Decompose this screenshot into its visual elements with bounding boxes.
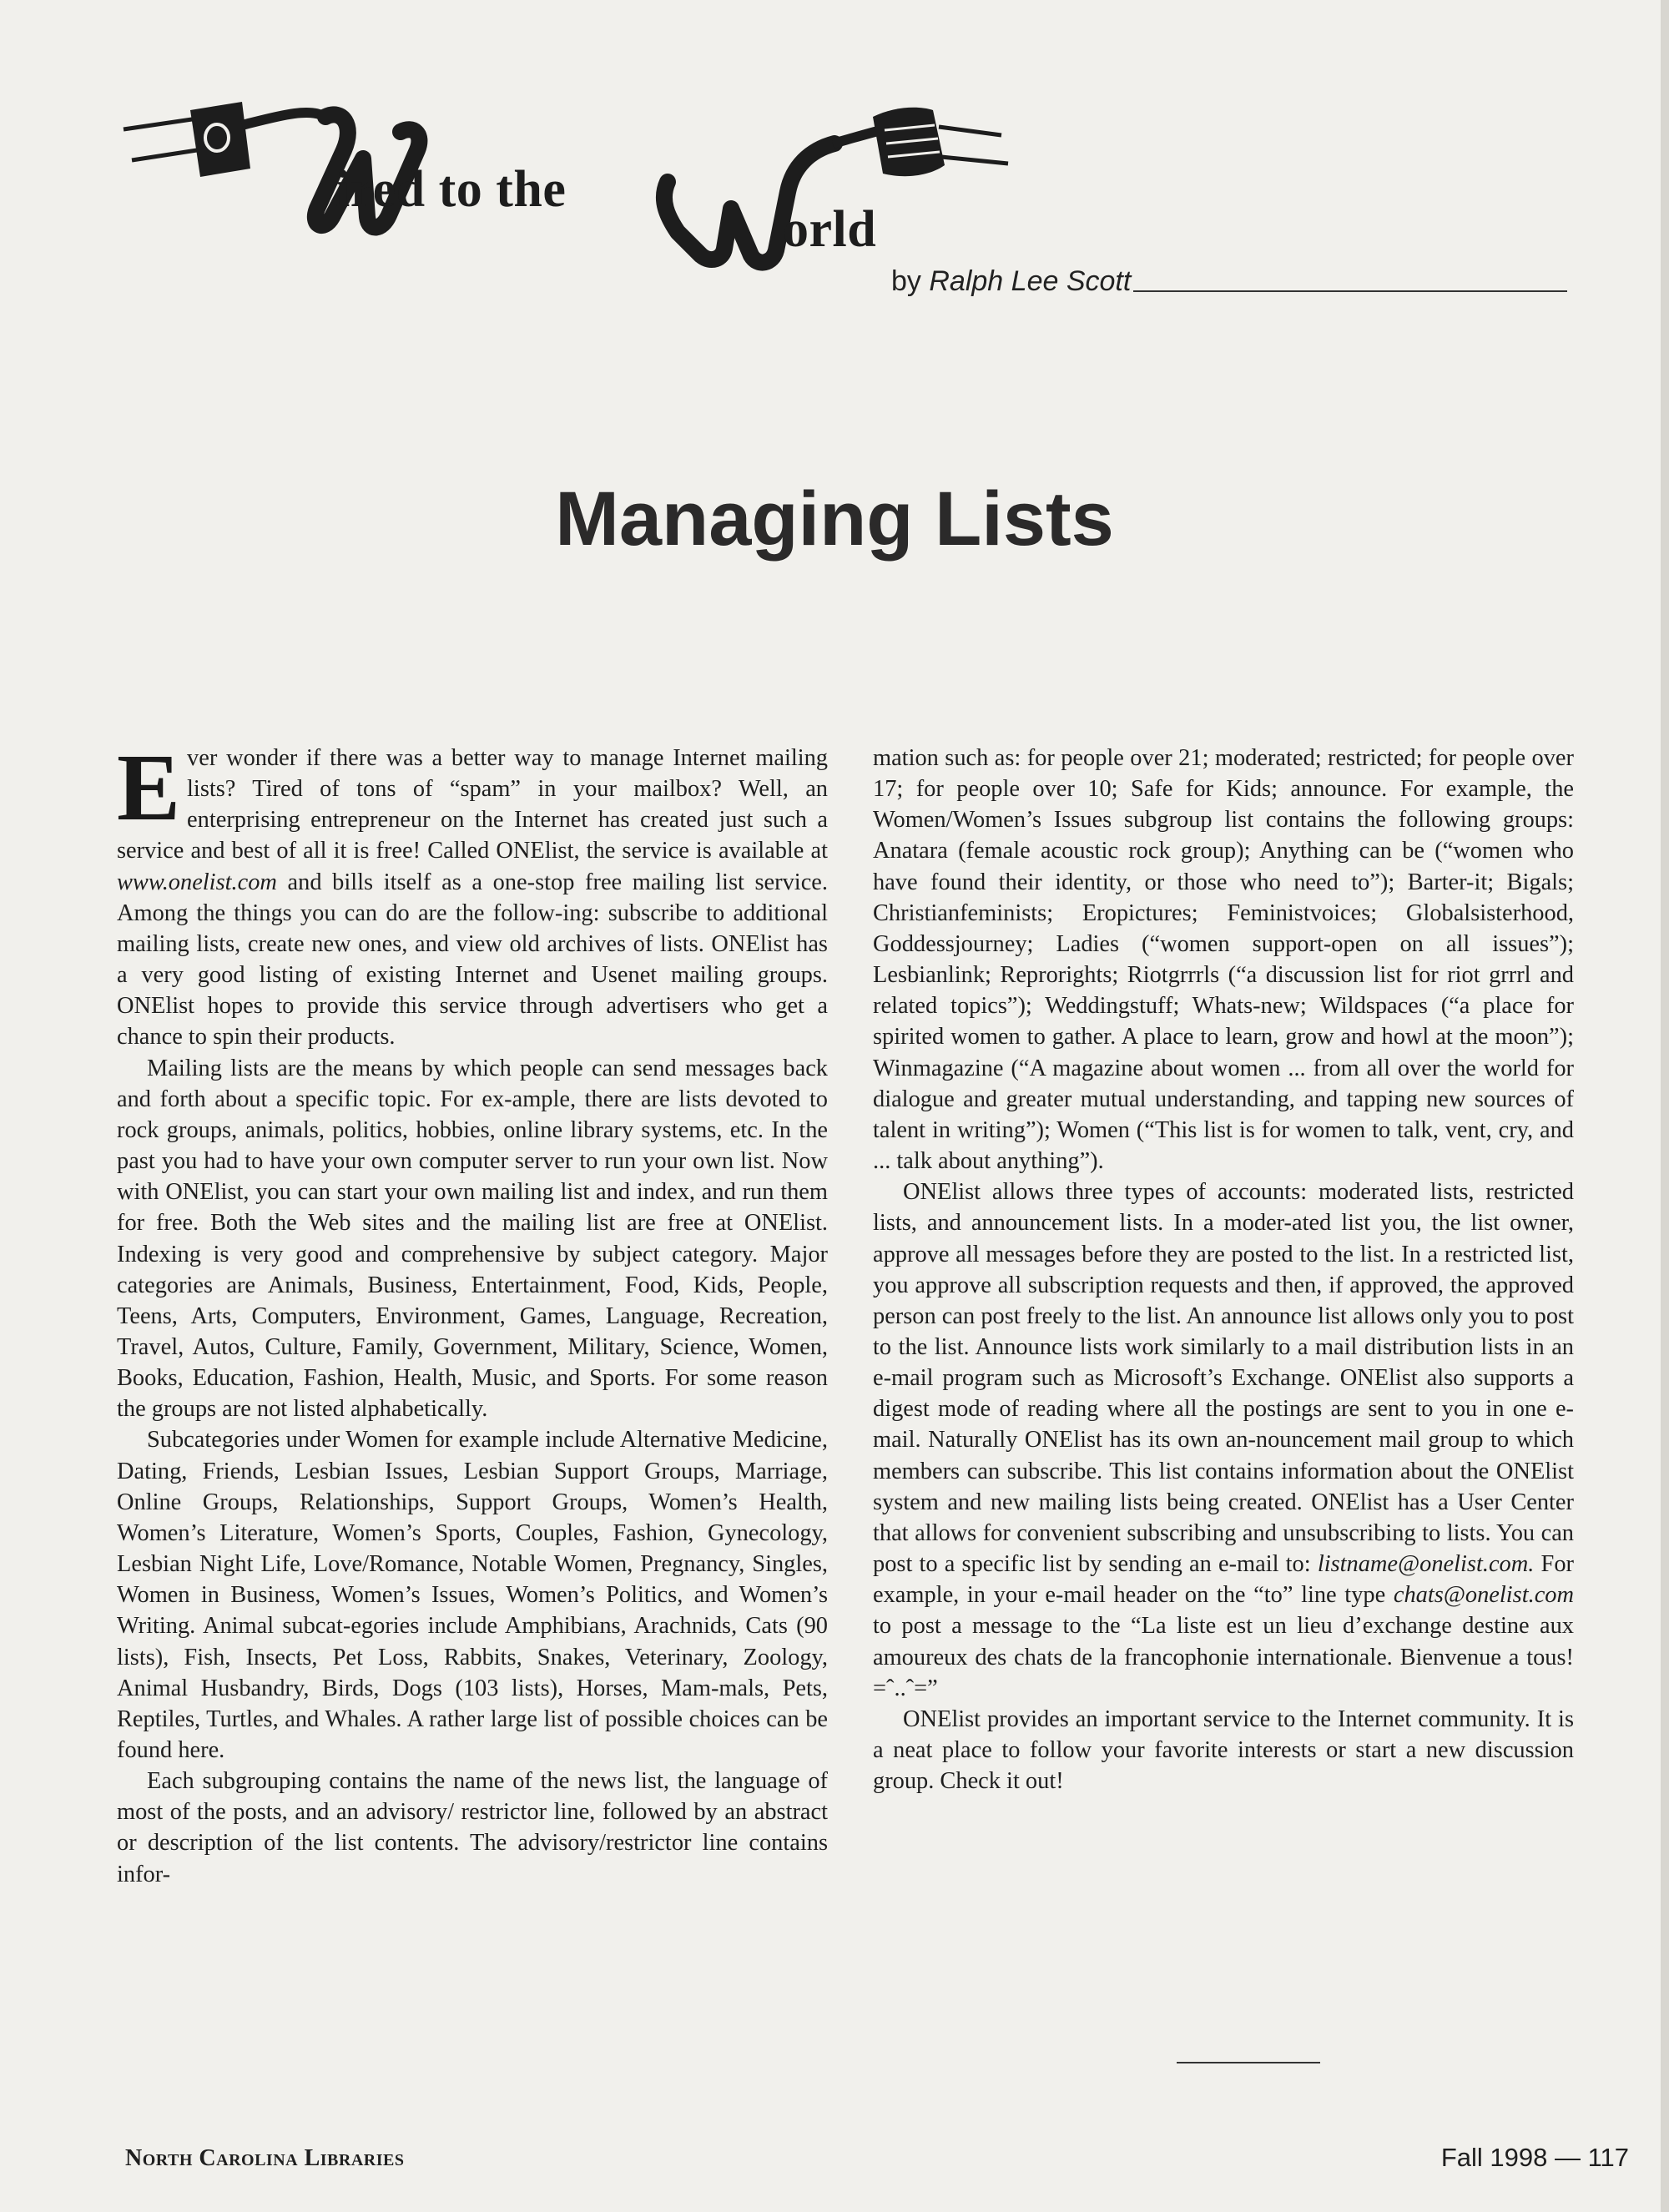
paragraph: Each subgrouping contains the name of the news list, the language of most of the posts, and an advisory/ restrictor line, followed by an abstract or description of the list contents. The advisory/restrictor line contains infor- — [117, 1768, 828, 1887]
column-masthead — [117, 92, 1569, 309]
paragraph: Subcategories under Women for example include Alternative Medicine, Dating, Friends, Lesbian Issues, Lesbian Support Groups, Marriage, Online Groups, Relationships, Support Groups, Women’s Health, Women’s Literature, Women’s Sports, Couples, Fashion, Gynecology, Lesbian Night Life, Love/Romance, Notable Women, Pregnancy, Singles, Women in Business, Women’s Issues, Women’s Politics, and Women’s Writing. Animal subcat-egories include Amphibians, Arachnids, Cats (90 lists), Fish, Insects, Pet Loss, Rabbits, Snakes, Veterinary, Zoology, Animal Husbandry, Birds, Dogs (103 lists), Horses, Mam-mals, Pets, Reptiles, Turtles, and Whales. A rather large list of possible choices can be found here. — [117, 1427, 828, 1763]
paragraph: Mailing lists are the means by which people can send messages back and forth about a specific topic. For ex-ample, there are lists devoted to rock groups, animals, politics, hobbies, online library systems, etc. In the past you had to have your own computer server to run your own list. Now with ONElist, you can start your own mailing list and index, and run them for free. Both the Web sites and the mailing list are free at ONElist. Indexing is very good and comprehensive by subject category. Major categories are Animals, Business, Entertainment, Food, Kids, People, Teens, Arts, Computers, Environment, Games, Language, Recreation, Travel, Autos, Culture, Family, Government, Military, Science, Women, Books, Education, Fashion, Health, Music, and Sports. For some reason the groups are not listed alphabetically. — [117, 1055, 828, 1423]
page-edge-shadow — [1661, 0, 1669, 2212]
issue-page-number: Fall 1998 — 117 — [1440, 2143, 1629, 2172]
paragraph: ONElist provides an important service to the Internet community. It is a neat place to follow your favorite interests or start a new discussion group. Check it out! — [873, 1706, 1574, 1795]
paragraph-text: ONElist allows three types of accounts: moderated lists, restricted lists, and announcement lists. In a moder-ated list you, the list owner, approve all messages before they are posted to the list. In a restricted list, you approve all subscription requests and then, if approved, the approved person can post freely to the list. An announce list allows only you to post to the list. Announce lists work similarly to a mail distribution lists in an e-mail program such as Microsoft’s Exchange. ONElist also supports a digest mode of reading where all the postings are sent to you in one e-mail. Naturally ONElist has its own an-nouncement mail group to which members can subscribe. This list contains information about the ONElist system and new mailing lists being created. ONElist has a User Center that allows for convenient subscribing and unsubscribing to lists. You can post to a specific list by sending an e-mail to: — [873, 1179, 1574, 1578]
paragraph-text: For example, in your e-mail header on the “to” line type — [873, 1551, 1574, 1609]
byline-rule — [1133, 290, 1567, 292]
paragraph-text: to post a message to the “La liste est un lieu d’exchange destine aux amoureux des chats de la francophonie internationale. Bienvenue a tous! =ˆ..ˆ=” — [873, 1613, 1574, 1701]
article-headline: Managing Lists — [555, 476, 1114, 562]
publication-name: North Carolina Libraries — [125, 2145, 405, 2171]
email-address[interactable]: listname@onelist.com. — [1317, 1551, 1535, 1578]
author-name: Ralph Lee Scott — [929, 265, 1132, 297]
url-link[interactable]: www.onelist.com — [117, 869, 277, 895]
paragraph-text: ver wonder if there was a better way to manage Internet mailing lists? Tired of tons of “spam” in your mailbox? Well, an enterprising entrepreneur on the Internet has created just such a service and best of all it is free! Called ONElist, the service is available at — [117, 745, 828, 864]
logo-text-part1: ired to the — [335, 161, 567, 218]
article-column-left — [117, 734, 828, 1890]
email-address[interactable]: chats@onelist.com — [1393, 1582, 1574, 1609]
drop-cap: E — [117, 734, 181, 840]
bleed-through-ghost — [517, 375, 532, 435]
byline — [891, 265, 1131, 298]
byline-prefix: by — [891, 265, 921, 297]
paragraph — [873, 1177, 1574, 1704]
paragraph-text: and bills itself as a one-stop free mailing list service. Among the things you can do are the follow-ing: subscribe to additional mailing lists, create new ones, and view old archives of lists. ONElist has a very good listing of existing Internet and Usenet mailing groups. ONElist hopes to provide this service through advertisers who get a chance to spin their products. — [117, 869, 828, 1051]
logo-text-part2: orld — [783, 201, 877, 258]
paragraph: mation such as: for people over 21; moderated; restricted; for people over 17; for people over 10; Safe for Kids; announce. For example, the Women/Women’s Issues subgroup list contains the following groups: Anatara (female acoustic rock group); Anything can be (“women who have found their identity, or those who need to”); Barter-it; Bigals; Christianfeminists; Eropictures; Feministvoices; Globalsisterhood, Goddessjourney; Ladies (“women support-open on all issues”); Lesbianlink; Reprorights; Riotgrrrls (“a discussion list for riot grrrl and related topics”); Weddingstuff; Whats-new; Wildspaces (“a place for spirited women to gather. A place to learn, grow and howl at the moon”); Winmagazine (“A magazine about women ... from all over the world for dialogue and greater mutual understanding, and tapping new sources of talent in writing”); Women (“This list is for women to talk, vent, cry, and ... talk about anything”). — [873, 745, 1574, 1175]
article-end-rule — [1177, 2062, 1320, 2063]
paragraph — [117, 734, 828, 1053]
article-column-right — [873, 743, 1574, 1796]
